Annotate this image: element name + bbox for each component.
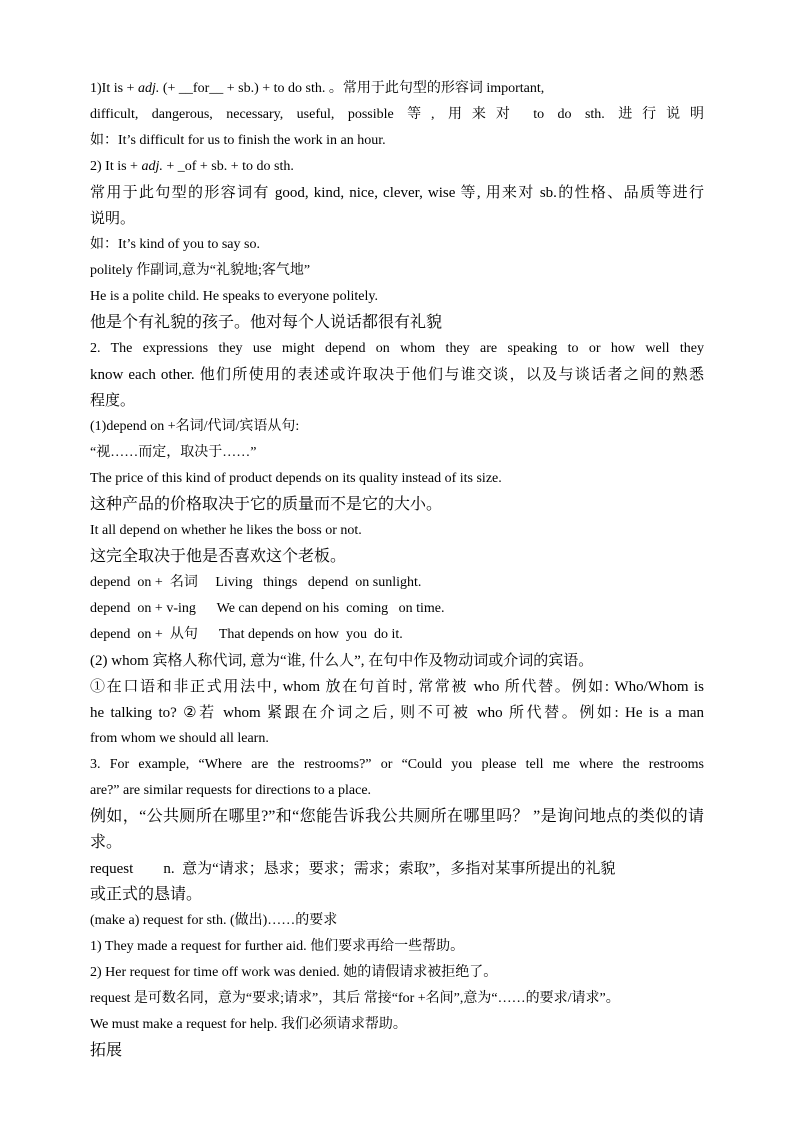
doc-line-37: We must make a request for help. 我们必须请求帮助。	[90, 1017, 407, 1032]
doc-line-1: 1)It is + adj. (+ __for__ + sb.) + to do sth. 。常用于此句型的形容词 important,	[90, 81, 545, 96]
doc-line-20: depend on + 名词 Living things depend on sunlight.	[90, 575, 422, 590]
doc-line-12: know each other. 他们所使用的表述或许取决于他们与谁交谈，以及与谈话者之间的熟悉	[90, 367, 704, 383]
doc-line-35: 2) Her request for time off work was denied. 她的请假请求被拒绝了。	[90, 965, 498, 980]
doc-line-4: 2) It is + adj. + _of + sb. + to do sth.	[90, 159, 294, 174]
doc-line-7: 如：It’s kind of you to say so.	[90, 237, 260, 252]
doc-line-32: 或正式的恳请。	[90, 886, 203, 903]
doc-line-24: ①在口语和非正式用法中, whom 放在句首时, 常常被 who 所代替。例如: Who/Whom is	[90, 679, 704, 695]
doc-line-11: 2. The expressions they use might depend on whom they are speaking to or how well they	[90, 341, 704, 356]
doc-line-18: It all depend on whether he likes the boss or not.	[90, 523, 362, 538]
doc-line-15: “视……而定，取决于……”	[90, 445, 257, 460]
doc-line-3: 如：It’s difficult for us to finish the work in an hour.	[90, 133, 386, 148]
doc-line-26: from whom we should all learn.	[90, 731, 269, 746]
doc-line-23: (2) whom 宾格人称代词, 意为“谁, 什么人”, 在句中作及物动词或介词的宾语。	[90, 653, 594, 669]
doc-line-30: 求。	[90, 834, 123, 851]
doc-line-17: 这种产品的价格取决于它的质量而不是它的大小。	[90, 496, 443, 513]
doc-line-6: 说明。	[90, 211, 136, 227]
doc-line-25: he talking to? ②若 whom 紧跟在介词之后, 则不可被 who 所代替。例如: He is a man	[90, 705, 704, 721]
doc-line-14: (1)depend on +名词/代词/宾语从句:	[90, 419, 300, 434]
doc-line-38: 拓展	[90, 1042, 123, 1059]
doc-line-29: 例如，“公共厕所在哪里?”和“您能告诉我公共厕所在哪里吗？ ”是询问地点的类似的请	[90, 808, 704, 825]
doc-line-28: are?” are similar requests for directions to a place.	[90, 783, 372, 798]
doc-line-5: 常用于此句型的形容词有 good, kind, nice, clever, wise 等, 用来对 sb.的性格、品质等进行	[90, 185, 704, 201]
doc-line-33: (make a) request for sth. (做出)……的要求	[90, 913, 338, 928]
doc-line-16: The price of this kind of product depends on its quality instead of its size.	[90, 471, 502, 486]
doc-line-8: politely 作副词,意为“礼貌地;客气地”	[90, 263, 311, 278]
doc-line-21: depend on + v-ing We can depend on his coming on time.	[90, 601, 445, 616]
doc-line-19: 这完全取决于他是否喜欢这个老板。	[90, 548, 347, 565]
doc-line-31: request n. 意为“请求；恳求；要求；需求；索取”，多指对某事所提出的礼貌	[90, 861, 616, 877]
doc-line-36: request 是可数名同，意为“要求;请求”，其后 常接“for +名间”,意为“……的要求/请求”。	[90, 991, 620, 1006]
doc-line-22: depend on + 从句 That depends on how you do it.	[90, 627, 403, 642]
doc-line-9: He is a polite child. He speaks to everyone politely.	[90, 289, 378, 304]
doc-line-2: difficult, dangerous, necessary, useful, possible 等, 用来对 to do sth. 进行说明	[90, 107, 704, 122]
document-page	[90, 76, 704, 1064]
doc-line-10: 他是个有礼貌的孩子。他对每个人说话都很有礼貌	[90, 314, 443, 331]
doc-line-27: 3. For example, “Where are the restrooms?” or “Could you please tell me where the restrooms	[90, 757, 704, 772]
doc-line-13: 程度。	[90, 393, 136, 409]
doc-line-34: 1) They made a request for further aid. 他们要求再给一些帮助。	[90, 939, 465, 954]
